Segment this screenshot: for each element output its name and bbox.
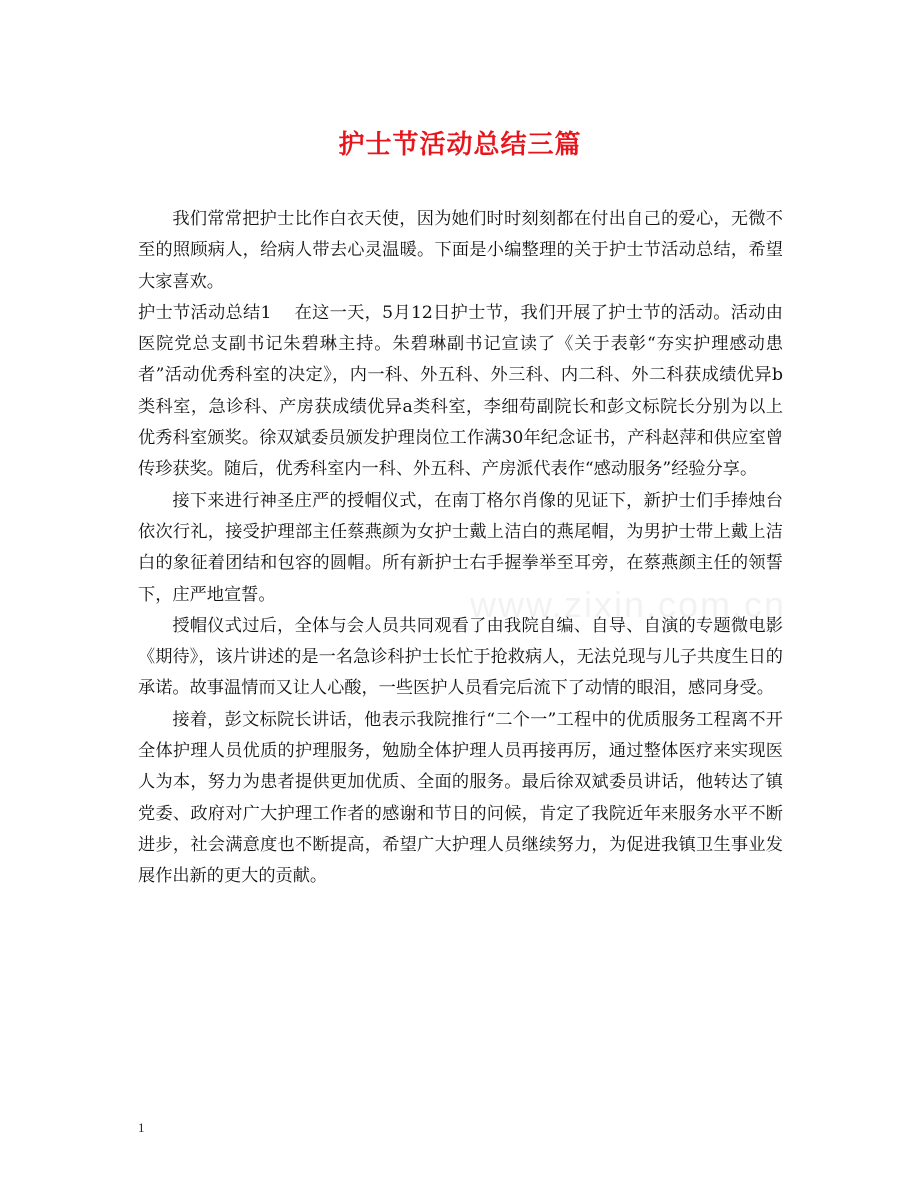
section-1-paragraph (138, 298, 783, 486)
intro-paragraph: 我们常常把护士比作白衣天使，因为她们时时刻刻都在付出自己的爱心，无微不至的照顾病人，给病人带去心灵温暖。下面是小编整理的关于护士节活动总结，希望大家喜欢。 (138, 209, 783, 292)
speech-paragraph: 接着，彭文标院长讲话，他表示我院推行“二个一”工程中的优质服务工程离不开全体护理人员优质的护理服务，勉励全体护理人员再接再厉，通过整体医疗来实现医人为本，努力为患者提供更加优质、全面的服务。最后徐双斌委员讲话，他转达了镇党委、政府对广大护理工作者的感谢和节日的问候，肯定了我院近年来服务水平不断进步，社会满意度也不断提高，希望广大护理人员继续努力，为促进我镇卫生事业发展作出新的更大的贡献。 (138, 709, 783, 887)
section-1-heading: 护士节活动总结1 (138, 302, 272, 323)
document-body (138, 204, 783, 893)
section-1-text: 在这一天，5月12日护士节，我们开展了护士节的活动。活动由医院党总支副书记朱碧琳主持。朱碧琳副书记宣读了《关于表彰“夯实护理感动患者”活动优秀科室的决定》，内一科、外五科、外三科、内二科、外二科获成绩优异b类科室，急诊科、产房获成绩优异a类科室，李细苟副院长和彭文标院长分别为以上优秀科室颁奖。徐双斌委员颁发护理岗位工作满30年纪念证书，产科赵萍和供应室曾传珍获奖。随后，优秀科室内一科、外五科、产房派代表作“感动服务”经验分享。 (138, 302, 783, 480)
watermark: www.zixin.com.cn (470, 584, 787, 625)
film-paragraph: 授帽仪式过后，全体与会人员共同观看了由我院自编、自导、自演的专题微电影《期待》，该片讲述的是一名急诊科护士长忙于抢救病人，无法兑现与儿子共度生日的承诺。故事温情而又让人心酸，一些医护人员看完后流下了动情的眼泪，感同身受。 (138, 615, 783, 699)
ceremony-paragraph: 接下来进行神圣庄严的授帽仪式，在南丁格尔肖像的见证下，新护士们手捧烛台依次行礼，接受护理部主任蔡燕颜为女护士戴上洁白的燕尾帽，为男护士带上戴上洁白的象征着团结和包容的圆帽。所有新护士右手握拳举至耳旁，在蔡燕颜主任的领誓下，庄严地宣誓。 (138, 490, 783, 605)
document-title: 护士节活动总结三篇 (338, 130, 582, 160)
page-number: 1 (138, 1120, 145, 1135)
